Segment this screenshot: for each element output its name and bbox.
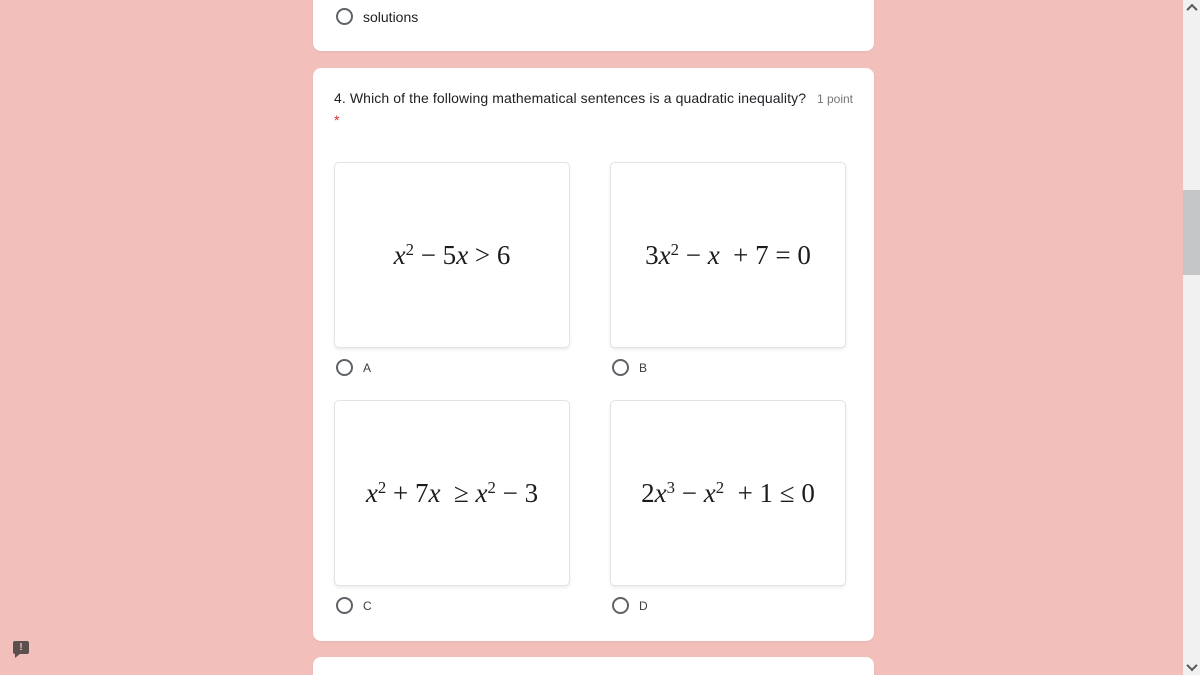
option-a[interactable] <box>336 359 371 376</box>
option-label-a: A <box>363 360 372 375</box>
option-image-a[interactable] <box>334 162 570 348</box>
option-image-d[interactable] <box>610 400 846 586</box>
option-image-b[interactable] <box>610 162 846 348</box>
chevron-down-icon <box>1186 660 1197 671</box>
option-c[interactable] <box>336 597 372 614</box>
previous-question-card <box>313 0 874 51</box>
option-image-c[interactable] <box>334 400 570 586</box>
radio-button-b[interactable] <box>612 359 629 376</box>
option-label-d: D <box>639 598 648 613</box>
option-solutions[interactable] <box>336 8 418 25</box>
question-header <box>334 88 853 108</box>
radio-button-solutions[interactable] <box>336 8 353 25</box>
exclamation-icon: ! <box>19 641 23 653</box>
option-label-c: C <box>363 598 372 613</box>
required-asterisk: * <box>334 112 340 128</box>
scrollbar[interactable] <box>1183 0 1200 675</box>
next-question-card <box>313 657 874 675</box>
option-label-solutions: solutions <box>363 8 419 25</box>
radio-button-d[interactable] <box>612 597 629 614</box>
option-label-b: B <box>639 360 648 375</box>
math-expression-b: $3x^2 - x + 7 = 0$ <box>645 239 811 270</box>
math-expression-d: $2x^3 - x^2 + 1 \le 0$ <box>641 477 815 508</box>
option-b[interactable] <box>612 359 647 376</box>
scrollbar-thumb[interactable] <box>1183 190 1200 275</box>
math-expression-c: $x^2 + 7x \ge x^2 - 3$ <box>365 477 539 508</box>
scrollbar-down-arrow[interactable] <box>1183 659 1200 675</box>
scrollbar-up-arrow[interactable] <box>1183 0 1200 16</box>
math-expression-a: $x^2 - 5x > 6$ <box>393 239 511 270</box>
report-abuse-icon[interactable] <box>13 641 29 654</box>
radio-button-a[interactable] <box>336 359 353 376</box>
question-title: 4. Which of the following mathematical sentences is a quadratic inequality? <box>334 90 807 106</box>
question-card <box>313 68 874 641</box>
points-label: 1 point <box>816 92 853 106</box>
option-d[interactable] <box>612 597 648 614</box>
chevron-up-icon <box>1186 4 1197 15</box>
radio-button-c[interactable] <box>336 597 353 614</box>
